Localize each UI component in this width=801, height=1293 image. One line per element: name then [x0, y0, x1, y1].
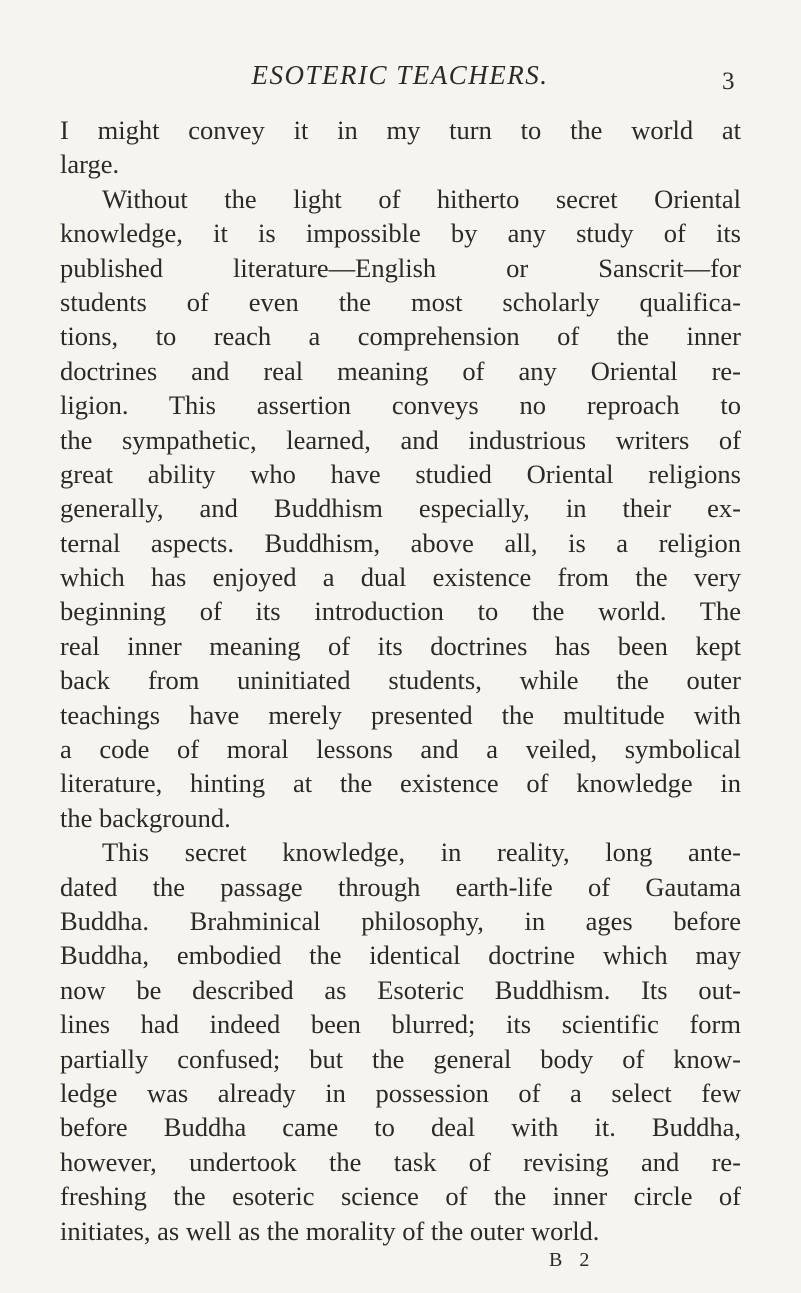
- text-line: real inner meaning of its doctrines has been kept: [60, 630, 741, 661]
- text-line: Buddha. Brahminical philosophy, in ages before: [60, 905, 741, 936]
- text-line: now be described as Esoteric Buddhism. Its out-: [60, 974, 741, 1005]
- text-line: which has enjoyed a dual existence from the very: [60, 562, 741, 593]
- text-line: initiates, as well as the morality of the outer world.: [60, 1215, 600, 1246]
- text-line: back from uninitiated students, while the outer: [60, 665, 741, 696]
- running-title: ESOTERIC TEACHERS.: [251, 60, 549, 90]
- text-line: great ability who have studied Oriental religions: [60, 458, 741, 489]
- text-line: however, undertook the task of revising and re-: [60, 1146, 741, 1177]
- text-line: large.: [60, 149, 120, 180]
- text-line: ternal aspects. Buddhism, above all, is a religion: [60, 527, 741, 558]
- text-line: before Buddha came to deal with it. Buddha,: [60, 1112, 741, 1143]
- text-line: the background.: [60, 802, 231, 833]
- text-line: generally, and Buddhism especially, in their ex-: [60, 493, 741, 524]
- text-line: partially confused; but the general body of know-: [60, 1043, 741, 1074]
- text-line: a code of moral lessons and a veiled, symbolical: [60, 734, 741, 765]
- text-line: Without the light of hitherto secret Oriental: [102, 183, 741, 214]
- text-line: students of even the most scholarly qualifica-: [60, 286, 741, 317]
- text-line: literature, hinting at the existence of knowledge in: [60, 768, 741, 799]
- text-line: Buddha, embodied the identical doctrine which may: [60, 940, 741, 971]
- text-line: doctrines and real meaning of any Oriental re-: [60, 355, 741, 386]
- text-line: beginning of its introduction to the world. The: [60, 596, 741, 627]
- signature-mark: B 2: [549, 1249, 596, 1271]
- text-line: lines had indeed been blurred; its scientific form: [60, 1009, 741, 1040]
- page-header: [0, 56, 801, 96]
- text-line: freshing the esoteric science of the inner circle of: [60, 1181, 741, 1212]
- text-line: ligion. This assertion conveys no reproach to: [60, 390, 741, 421]
- page-number: 3: [722, 68, 735, 95]
- text-line: published literature—English or Sanscrit—for: [60, 252, 741, 283]
- text-line: dated the passage through earth-life of Gautama: [60, 871, 741, 902]
- text-line: ledge was already in possession of a select few: [60, 1077, 741, 1108]
- text-line: teachings have merely presented the multitude with: [60, 699, 741, 730]
- text-line: This secret knowledge, in reality, long ante-: [102, 837, 741, 868]
- text-line: I might convey it in my turn to the world at: [60, 115, 741, 145]
- text-line: knowledge, it is impossible by any study of its: [60, 218, 741, 249]
- text-line: tions, to reach a comprehension of the inner: [60, 321, 741, 352]
- text-line: the sympathetic, learned, and industrious writers of: [60, 424, 741, 455]
- body-text: [60, 113, 741, 1248]
